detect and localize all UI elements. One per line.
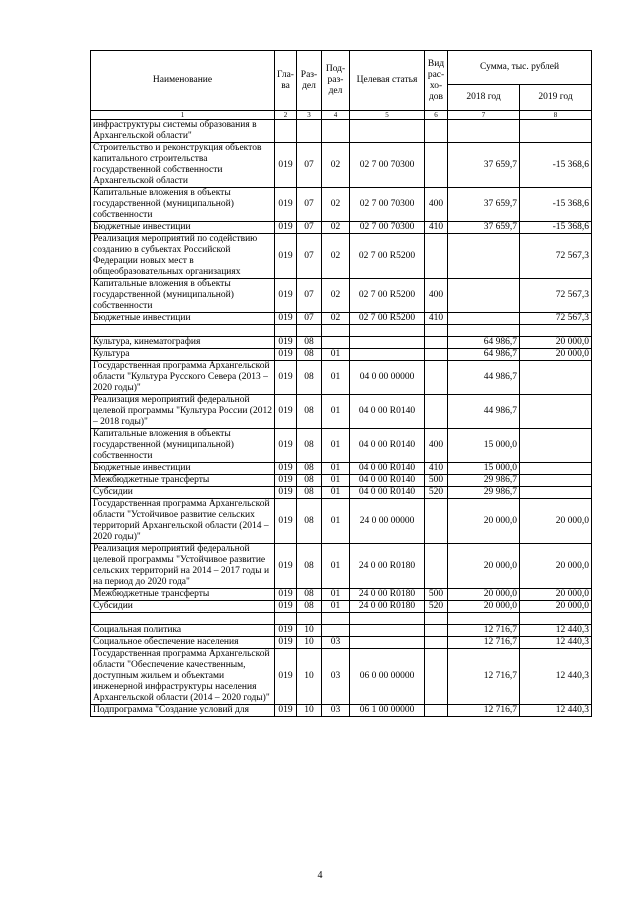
cell-target-item: 24 0 00 00000 bbox=[350, 499, 425, 544]
cell-amount-2018 bbox=[448, 120, 520, 143]
cell-name: Социальное обеспечение населения bbox=[91, 637, 275, 649]
cell-amount-2018: 37 659,7 bbox=[448, 222, 520, 234]
cell-section bbox=[297, 613, 322, 625]
cell-section: 08 bbox=[297, 361, 322, 395]
cell-section: 08 bbox=[297, 601, 322, 613]
cell-section: 08 bbox=[297, 544, 322, 589]
cell-target-item: 02 7 00 R5200 bbox=[350, 279, 425, 313]
cell-subsection: 03 bbox=[322, 637, 350, 649]
cell-chapter: 019 bbox=[275, 463, 297, 475]
cell-name bbox=[91, 613, 275, 625]
cell-name: Подпрограмма "Создание условий для bbox=[91, 705, 275, 717]
cell-name: Межбюджетные трансферты bbox=[91, 475, 275, 487]
cell-amount-2019 bbox=[520, 475, 592, 487]
cell-amount-2019: 72 567,3 bbox=[520, 313, 592, 325]
cell-expense-type bbox=[425, 143, 448, 188]
cell-target-item: 06 0 00 00000 bbox=[350, 649, 425, 705]
cell-amount-2018: 29 986,7 bbox=[448, 487, 520, 499]
table-row bbox=[91, 222, 592, 234]
table-row bbox=[91, 349, 592, 361]
cell-amount-2018: 64 986,7 bbox=[448, 337, 520, 349]
cell-target-item: 02 7 00 R5200 bbox=[350, 234, 425, 279]
header-year-2019: 2019 год bbox=[520, 85, 592, 111]
cell-amount-2019: 12 440,3 bbox=[520, 637, 592, 649]
cell-expense-type: 500 bbox=[425, 589, 448, 601]
cell-name: Капитальные вложения в объекты государственной (муниципальной) собственности bbox=[91, 279, 275, 313]
cell-expense-type bbox=[425, 234, 448, 279]
cell-section: 10 bbox=[297, 637, 322, 649]
cell-section bbox=[297, 120, 322, 143]
cell-amount-2019: 20 000,0 bbox=[520, 499, 592, 544]
cell-section: 10 bbox=[297, 625, 322, 637]
cell-amount-2018: 44 986,7 bbox=[448, 361, 520, 395]
column-index: 2 bbox=[275, 111, 297, 120]
header-subsection: Под-раз-дел bbox=[322, 51, 350, 111]
page-number: 4 bbox=[317, 870, 323, 881]
table-row bbox=[91, 499, 592, 544]
cell-chapter: 019 bbox=[275, 475, 297, 487]
cell-expense-type: 410 bbox=[425, 222, 448, 234]
cell-name: Бюджетные инвестиции bbox=[91, 222, 275, 234]
cell-section: 08 bbox=[297, 487, 322, 499]
cell-amount-2019 bbox=[520, 487, 592, 499]
cell-name: Бюджетные инвестиции bbox=[91, 313, 275, 325]
cell-target-item: 24 0 00 R0180 bbox=[350, 589, 425, 601]
cell-target-item: 24 0 00 R0180 bbox=[350, 601, 425, 613]
cell-name: Межбюджетные трансферты bbox=[91, 589, 275, 601]
cell-chapter: 019 bbox=[275, 601, 297, 613]
header-section: Раз-дел bbox=[297, 51, 322, 111]
table-row bbox=[91, 395, 592, 429]
cell-amount-2018: 12 716,7 bbox=[448, 649, 520, 705]
cell-amount-2018: 20 000,0 bbox=[448, 499, 520, 544]
cell-chapter: 019 bbox=[275, 544, 297, 589]
table-row bbox=[91, 429, 592, 463]
cell-expense-type bbox=[425, 361, 448, 395]
cell-amount-2019: -15 368,6 bbox=[520, 188, 592, 222]
table-row bbox=[91, 143, 592, 188]
table-row bbox=[91, 705, 592, 717]
table-row bbox=[91, 188, 592, 222]
cell-chapter: 019 bbox=[275, 188, 297, 222]
cell-section: 07 bbox=[297, 234, 322, 279]
cell-amount-2019: 20 000,0 bbox=[520, 544, 592, 589]
cell-name: Государственная программа Архангельской области "Обеспечение качественным, доступным жильем и объектами инженерной инфраструктуры населения Архангельской области (2014 – 2020 годы)" bbox=[91, 649, 275, 705]
header-expense-type: Вид рас-хо-дов bbox=[425, 51, 448, 111]
cell-amount-2019 bbox=[520, 395, 592, 429]
header-target-item: Целевая статья bbox=[350, 51, 425, 111]
table-row bbox=[91, 487, 592, 499]
cell-subsection: 01 bbox=[322, 589, 350, 601]
column-index: 8 bbox=[520, 111, 592, 120]
cell-chapter: 019 bbox=[275, 395, 297, 429]
column-index: 5 bbox=[350, 111, 425, 120]
cell-amount-2019: 12 440,3 bbox=[520, 625, 592, 637]
column-index-row bbox=[91, 111, 592, 120]
cell-amount-2018: 64 986,7 bbox=[448, 349, 520, 361]
cell-expense-type: 500 bbox=[425, 475, 448, 487]
table-row bbox=[91, 120, 592, 143]
cell-section: 08 bbox=[297, 589, 322, 601]
cell-section: 07 bbox=[297, 313, 322, 325]
cell-chapter: 019 bbox=[275, 279, 297, 313]
cell-subsection bbox=[322, 337, 350, 349]
cell-chapter: 019 bbox=[275, 487, 297, 499]
table-row bbox=[91, 544, 592, 589]
cell-section: 08 bbox=[297, 463, 322, 475]
table-body bbox=[91, 120, 592, 717]
cell-target-item: 04 0 00 R0140 bbox=[350, 487, 425, 499]
cell-chapter: 019 bbox=[275, 222, 297, 234]
cell-target-item bbox=[350, 337, 425, 349]
cell-chapter: 019 bbox=[275, 589, 297, 601]
cell-target-item: 02 7 00 70300 bbox=[350, 222, 425, 234]
cell-target-item: 02 7 00 70300 bbox=[350, 188, 425, 222]
cell-amount-2019: -15 368,6 bbox=[520, 222, 592, 234]
cell-amount-2019: 20 000,0 bbox=[520, 601, 592, 613]
cell-amount-2019: 20 000,0 bbox=[520, 337, 592, 349]
cell-chapter: 019 bbox=[275, 637, 297, 649]
header-year-2018: 2018 год bbox=[448, 85, 520, 111]
cell-expense-type: 400 bbox=[425, 188, 448, 222]
cell-subsection: 02 bbox=[322, 143, 350, 188]
cell-amount-2019 bbox=[520, 613, 592, 625]
cell-amount-2019: 20 000,0 bbox=[520, 349, 592, 361]
header-amount: Сумма, тыс. рублей bbox=[448, 51, 592, 85]
cell-expense-type bbox=[425, 544, 448, 589]
cell-subsection bbox=[322, 325, 350, 337]
table-row bbox=[91, 337, 592, 349]
cell-subsection: 01 bbox=[322, 499, 350, 544]
cell-chapter: 019 bbox=[275, 705, 297, 717]
cell-name: Реализация мероприятий федеральной целевой программы "Культура России (2012 – 2018 годы)" bbox=[91, 395, 275, 429]
table-row bbox=[91, 601, 592, 613]
cell-amount-2019: 20 000,0 bbox=[520, 589, 592, 601]
table-row bbox=[91, 361, 592, 395]
cell-name: Культура bbox=[91, 349, 275, 361]
cell-expense-type: 520 bbox=[425, 487, 448, 499]
cell-expense-type bbox=[425, 349, 448, 361]
cell-target-item: 04 0 00 R0140 bbox=[350, 429, 425, 463]
cell-expense-type: 410 bbox=[425, 463, 448, 475]
cell-amount-2019 bbox=[520, 463, 592, 475]
table-row bbox=[91, 625, 592, 637]
column-index: 4 bbox=[322, 111, 350, 120]
cell-amount-2018 bbox=[448, 313, 520, 325]
cell-chapter: 019 bbox=[275, 349, 297, 361]
cell-target-item: 02 7 00 70300 bbox=[350, 143, 425, 188]
cell-amount-2018: 12 716,7 bbox=[448, 625, 520, 637]
cell-amount-2018: 20 000,0 bbox=[448, 544, 520, 589]
cell-target-item: 24 0 00 R0180 bbox=[350, 544, 425, 589]
cell-subsection bbox=[322, 120, 350, 143]
cell-amount-2019 bbox=[520, 361, 592, 395]
cell-chapter: 019 bbox=[275, 313, 297, 325]
cell-amount-2019: 12 440,3 bbox=[520, 649, 592, 705]
cell-chapter: 019 bbox=[275, 649, 297, 705]
cell-amount-2018: 37 659,7 bbox=[448, 188, 520, 222]
cell-amount-2018 bbox=[448, 234, 520, 279]
cell-name: Государственная программа Архангельской области "Культура Русского Севера (2013 – 2020 годы)" bbox=[91, 361, 275, 395]
cell-amount-2018: 29 986,7 bbox=[448, 475, 520, 487]
cell-target-item bbox=[350, 625, 425, 637]
cell-section: 10 bbox=[297, 705, 322, 717]
cell-subsection: 02 bbox=[322, 279, 350, 313]
cell-subsection: 02 bbox=[322, 222, 350, 234]
cell-expense-type: 520 bbox=[425, 601, 448, 613]
cell-expense-type bbox=[425, 337, 448, 349]
cell-amount-2018: 20 000,0 bbox=[448, 601, 520, 613]
cell-chapter bbox=[275, 325, 297, 337]
cell-name bbox=[91, 325, 275, 337]
cell-expense-type bbox=[425, 395, 448, 429]
cell-subsection: 01 bbox=[322, 544, 350, 589]
cell-name: Строительство и реконструкция объектов капитального строительства государственной собственности Архангельской области bbox=[91, 143, 275, 188]
cell-expense-type bbox=[425, 637, 448, 649]
cell-section: 08 bbox=[297, 395, 322, 429]
cell-name: Реализация мероприятий по содействию созданию в субъектах Российской Федерации новых мест в общеобразовательных организациях bbox=[91, 234, 275, 279]
cell-target-item bbox=[350, 637, 425, 649]
cell-section: 08 bbox=[297, 349, 322, 361]
cell-subsection: 01 bbox=[322, 395, 350, 429]
cell-name: Реализация мероприятий федеральной целевой программы "Устойчивое развитие сельских территорий на 2014 – 2017 годы и на период до 2020 года" bbox=[91, 544, 275, 589]
cell-subsection: 03 bbox=[322, 649, 350, 705]
cell-target-item: 04 0 00 R0140 bbox=[350, 395, 425, 429]
cell-name: Капитальные вложения в объекты государственной (муниципальной) собственности bbox=[91, 429, 275, 463]
cell-chapter: 019 bbox=[275, 143, 297, 188]
cell-subsection: 01 bbox=[322, 349, 350, 361]
cell-chapter: 019 bbox=[275, 337, 297, 349]
cell-target-item bbox=[350, 349, 425, 361]
cell-subsection: 01 bbox=[322, 463, 350, 475]
table-row bbox=[91, 463, 592, 475]
cell-amount-2018: 44 986,7 bbox=[448, 395, 520, 429]
cell-expense-type bbox=[425, 325, 448, 337]
cell-amount-2019 bbox=[520, 120, 592, 143]
cell-expense-type bbox=[425, 649, 448, 705]
table-row bbox=[91, 313, 592, 325]
header-chapter: Гла-ва bbox=[275, 51, 297, 111]
cell-section: 07 bbox=[297, 143, 322, 188]
cell-name: Капитальные вложения в объекты государственной (муниципальной) собственности bbox=[91, 188, 275, 222]
cell-chapter: 019 bbox=[275, 234, 297, 279]
cell-subsection: 02 bbox=[322, 188, 350, 222]
blank-row bbox=[91, 613, 592, 625]
cell-expense-type: 400 bbox=[425, 279, 448, 313]
cell-subsection: 01 bbox=[322, 429, 350, 463]
table-row bbox=[91, 279, 592, 313]
cell-subsection bbox=[322, 613, 350, 625]
cell-amount-2018 bbox=[448, 613, 520, 625]
cell-name: Культура, кинематография bbox=[91, 337, 275, 349]
cell-expense-type bbox=[425, 705, 448, 717]
cell-target-item: 04 0 00 00000 bbox=[350, 361, 425, 395]
cell-target-item bbox=[350, 325, 425, 337]
cell-expense-type bbox=[425, 499, 448, 544]
cell-chapter: 019 bbox=[275, 361, 297, 395]
cell-section: 07 bbox=[297, 279, 322, 313]
blank-row bbox=[91, 325, 592, 337]
cell-target-item: 04 0 00 R0140 bbox=[350, 463, 425, 475]
cell-name: Субсидии bbox=[91, 601, 275, 613]
table-row bbox=[91, 234, 592, 279]
cell-amount-2019: 12 440,3 bbox=[520, 705, 592, 717]
cell-chapter: 019 bbox=[275, 429, 297, 463]
cell-expense-type bbox=[425, 120, 448, 143]
cell-subsection: 02 bbox=[322, 313, 350, 325]
column-index: 3 bbox=[297, 111, 322, 120]
cell-section: 08 bbox=[297, 499, 322, 544]
cell-amount-2018 bbox=[448, 325, 520, 337]
table-row bbox=[91, 475, 592, 487]
cell-expense-type: 410 bbox=[425, 313, 448, 325]
cell-section: 07 bbox=[297, 222, 322, 234]
cell-name: Социальная политика bbox=[91, 625, 275, 637]
column-index: 7 bbox=[448, 111, 520, 120]
cell-subsection bbox=[322, 625, 350, 637]
cell-target-item bbox=[350, 120, 425, 143]
cell-section: 08 bbox=[297, 337, 322, 349]
cell-amount-2018 bbox=[448, 279, 520, 313]
cell-target-item: 04 0 00 R0140 bbox=[350, 475, 425, 487]
cell-target-item bbox=[350, 613, 425, 625]
cell-target-item: 06 1 00 00000 bbox=[350, 705, 425, 717]
table-row bbox=[91, 589, 592, 601]
cell-amount-2019 bbox=[520, 429, 592, 463]
cell-amount-2018: 12 716,7 bbox=[448, 705, 520, 717]
cell-section: 07 bbox=[297, 188, 322, 222]
cell-subsection: 01 bbox=[322, 361, 350, 395]
budget-table bbox=[90, 50, 592, 717]
cell-amount-2019 bbox=[520, 325, 592, 337]
cell-name: Государственная программа Архангельской области "Устойчивое развитие сельских территорий Архангельской области (2014 – 2020 годы)" bbox=[91, 499, 275, 544]
cell-section: 10 bbox=[297, 649, 322, 705]
cell-expense-type bbox=[425, 625, 448, 637]
cell-amount-2018: 20 000,0 bbox=[448, 589, 520, 601]
column-index: 6 bbox=[425, 111, 448, 120]
cell-chapter bbox=[275, 120, 297, 143]
cell-amount-2019: 72 567,3 bbox=[520, 279, 592, 313]
cell-chapter: 019 bbox=[275, 499, 297, 544]
cell-amount-2018: 15 000,0 bbox=[448, 463, 520, 475]
cell-amount-2018: 15 000,0 bbox=[448, 429, 520, 463]
table-row bbox=[91, 649, 592, 705]
table-row bbox=[91, 637, 592, 649]
cell-name: Субсидии bbox=[91, 487, 275, 499]
cell-section: 08 bbox=[297, 475, 322, 487]
cell-section bbox=[297, 325, 322, 337]
cell-subsection: 01 bbox=[322, 601, 350, 613]
cell-chapter bbox=[275, 613, 297, 625]
cell-subsection: 01 bbox=[322, 475, 350, 487]
header-name: Наименование bbox=[91, 51, 275, 111]
column-index: 1 bbox=[91, 111, 275, 120]
cell-target-item: 02 7 00 R5200 bbox=[350, 313, 425, 325]
cell-subsection: 02 bbox=[322, 234, 350, 279]
cell-section: 08 bbox=[297, 429, 322, 463]
cell-chapter: 019 bbox=[275, 625, 297, 637]
cell-amount-2019: -15 368,6 bbox=[520, 143, 592, 188]
cell-subsection: 03 bbox=[322, 705, 350, 717]
cell-subsection: 01 bbox=[322, 487, 350, 499]
cell-expense-type bbox=[425, 613, 448, 625]
cell-amount-2018: 37 659,7 bbox=[448, 143, 520, 188]
cell-expense-type: 400 bbox=[425, 429, 448, 463]
cell-amount-2019: 72 567,3 bbox=[520, 234, 592, 279]
cell-name: Бюджетные инвестиции bbox=[91, 463, 275, 475]
cell-amount-2018: 12 716,7 bbox=[448, 637, 520, 649]
cell-name: инфраструктуры системы образования в Архангельской области" bbox=[91, 120, 275, 143]
